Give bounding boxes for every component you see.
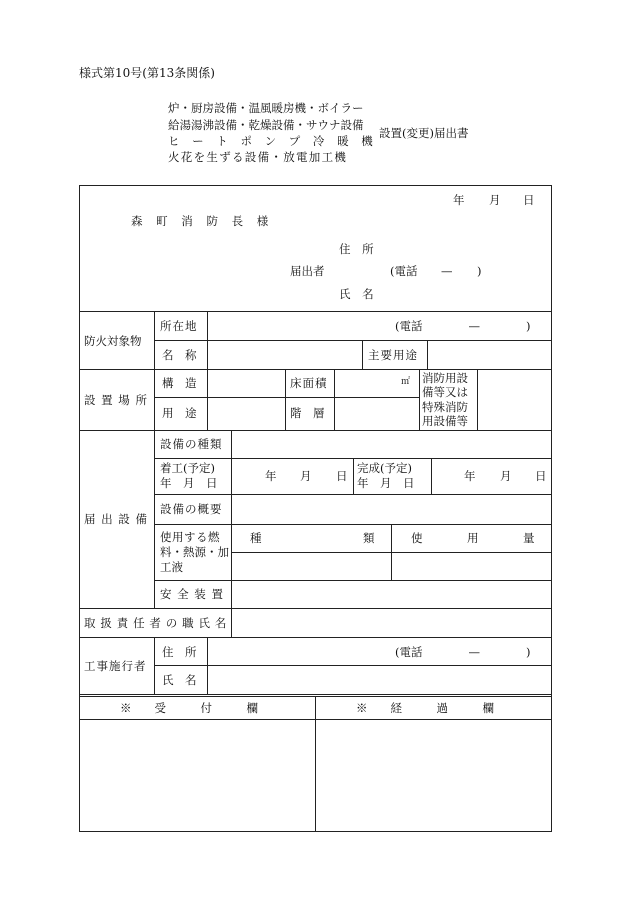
target-location-field[interactable] [208, 312, 388, 339]
equipment-safety-field[interactable] [232, 581, 551, 607]
site-fire-equipment-label: 特殊消防 [422, 400, 468, 414]
equipment-overview-field[interactable] [232, 495, 551, 523]
manager-label: 取 扱 責 任 者 の 職 氏 名 [84, 616, 227, 630]
site-use-label: 用 途 [162, 406, 197, 420]
notifier-phone-label: (電話 [390, 264, 418, 278]
notifier-address-label: 住 所 [339, 242, 378, 256]
fuel-kind-field[interactable] [232, 553, 390, 579]
site-group-label: 設 置 場 所 [84, 393, 148, 407]
target-location-phone: (電話 — ) [395, 319, 531, 333]
progress-label: ※ 経 過 欄 [356, 701, 494, 715]
site-floor-area-unit: ㎡ [401, 377, 411, 387]
date-year: 年 [453, 193, 465, 207]
date-month: 月 [489, 193, 501, 207]
contractor-address-field[interactable] [208, 638, 388, 664]
site-fire-equipment-field[interactable] [478, 370, 551, 429]
site-fire-equipment-label: 用設備等 [422, 414, 468, 428]
equipment-finish-day: 日 [535, 469, 547, 483]
contractor-address-label: 住 所 [162, 645, 197, 659]
target-use-label: 主要用途 [368, 348, 418, 362]
equipment-fuel-label: 使用する燃 [160, 530, 220, 544]
contractor-name-field[interactable] [208, 666, 551, 693]
site-structure-field[interactable] [208, 370, 284, 396]
site-floor-area-field[interactable] [335, 370, 395, 396]
equipment-safety-label: 安 全 装 置 [160, 587, 224, 601]
notifier-phone-dash: — [441, 264, 453, 278]
equipment-start-label: 年 月 日 [160, 476, 218, 490]
form-number: 様式第10号(第13条関係) [79, 66, 215, 80]
fuel-kind-header: 類 [363, 531, 375, 545]
equipment-overview-label: 設備の概要 [160, 502, 223, 516]
equipment-finish-label: 完成(予定) [357, 461, 412, 475]
fuel-amount-header: 用 [467, 531, 479, 545]
equipment-fuel-label: 料・熱源・加 [160, 545, 229, 559]
site-fire-equipment-label: 消防用設 [422, 371, 468, 385]
site-structure-label: 構 造 [162, 376, 197, 390]
equipment-fuel-label: 工液 [160, 560, 183, 574]
notifier-phone-close: ) [477, 264, 482, 278]
site-floor-label: 階 層 [290, 406, 325, 420]
site-floor-field[interactable] [335, 398, 418, 429]
target-name-label: 名 称 [162, 348, 197, 362]
fuel-amount-header: 使 [411, 531, 423, 545]
fuel-kind-header: 種 [250, 531, 262, 545]
target-name-field[interactable] [208, 341, 361, 368]
notifier-name-label: 氏 名 [339, 287, 378, 301]
title-line: 給湯湯沸設備・乾燥設備・サウナ設備 [168, 118, 364, 132]
addressee: 森 町 消 防 長 様 [131, 214, 274, 228]
equipment-start-label: 着工(予定) [160, 461, 215, 475]
title-line: ヒ ー ト ポ ン プ 冷 暖 機 [168, 134, 378, 148]
progress-area [316, 720, 550, 830]
site-use-field[interactable] [208, 398, 284, 429]
contractor-name-label: 氏 名 [162, 673, 197, 687]
target-location-label: 所在地 [160, 319, 198, 333]
date-day: 日 [523, 193, 535, 207]
site-floor-area-label: 床面積 [290, 376, 328, 390]
equipment-start-month: 月 [300, 469, 312, 483]
equipment-finish-label: 年 月 日 [357, 476, 415, 490]
target-group-label: 防火対象物 [84, 334, 142, 348]
title-suffix: 設置(変更)届出書 [379, 126, 469, 140]
reception-label: ※ 受 付 欄 [120, 701, 258, 715]
equipment-type-field[interactable] [232, 431, 551, 457]
contractor-phone: (電話 — ) [395, 645, 531, 659]
title-line: 火花を生ずる設備・放電加工機 [168, 150, 348, 164]
notifier-label: 届出者 [290, 264, 325, 278]
equipment-start-year: 年 [265, 469, 277, 483]
reception-area [80, 720, 314, 830]
equipment-start-day: 日 [336, 469, 348, 483]
manager-field[interactable] [232, 609, 551, 636]
equipment-type-label: 設備の種類 [160, 437, 223, 451]
contractor-group-label: 工事施行者 [84, 659, 147, 673]
fuel-amount-header: 量 [523, 531, 535, 545]
equipment-group-label: 届 出 設 備 [84, 512, 148, 526]
title-line: 炉・厨房設備・温風暖房機・ボイラー [168, 101, 364, 115]
equipment-finish-year: 年 [464, 469, 476, 483]
site-fire-equipment-label: 備等又は [422, 385, 468, 399]
equipment-finish-month: 月 [500, 469, 512, 483]
fuel-amount-field[interactable] [392, 553, 551, 579]
target-use-field[interactable] [428, 341, 551, 368]
